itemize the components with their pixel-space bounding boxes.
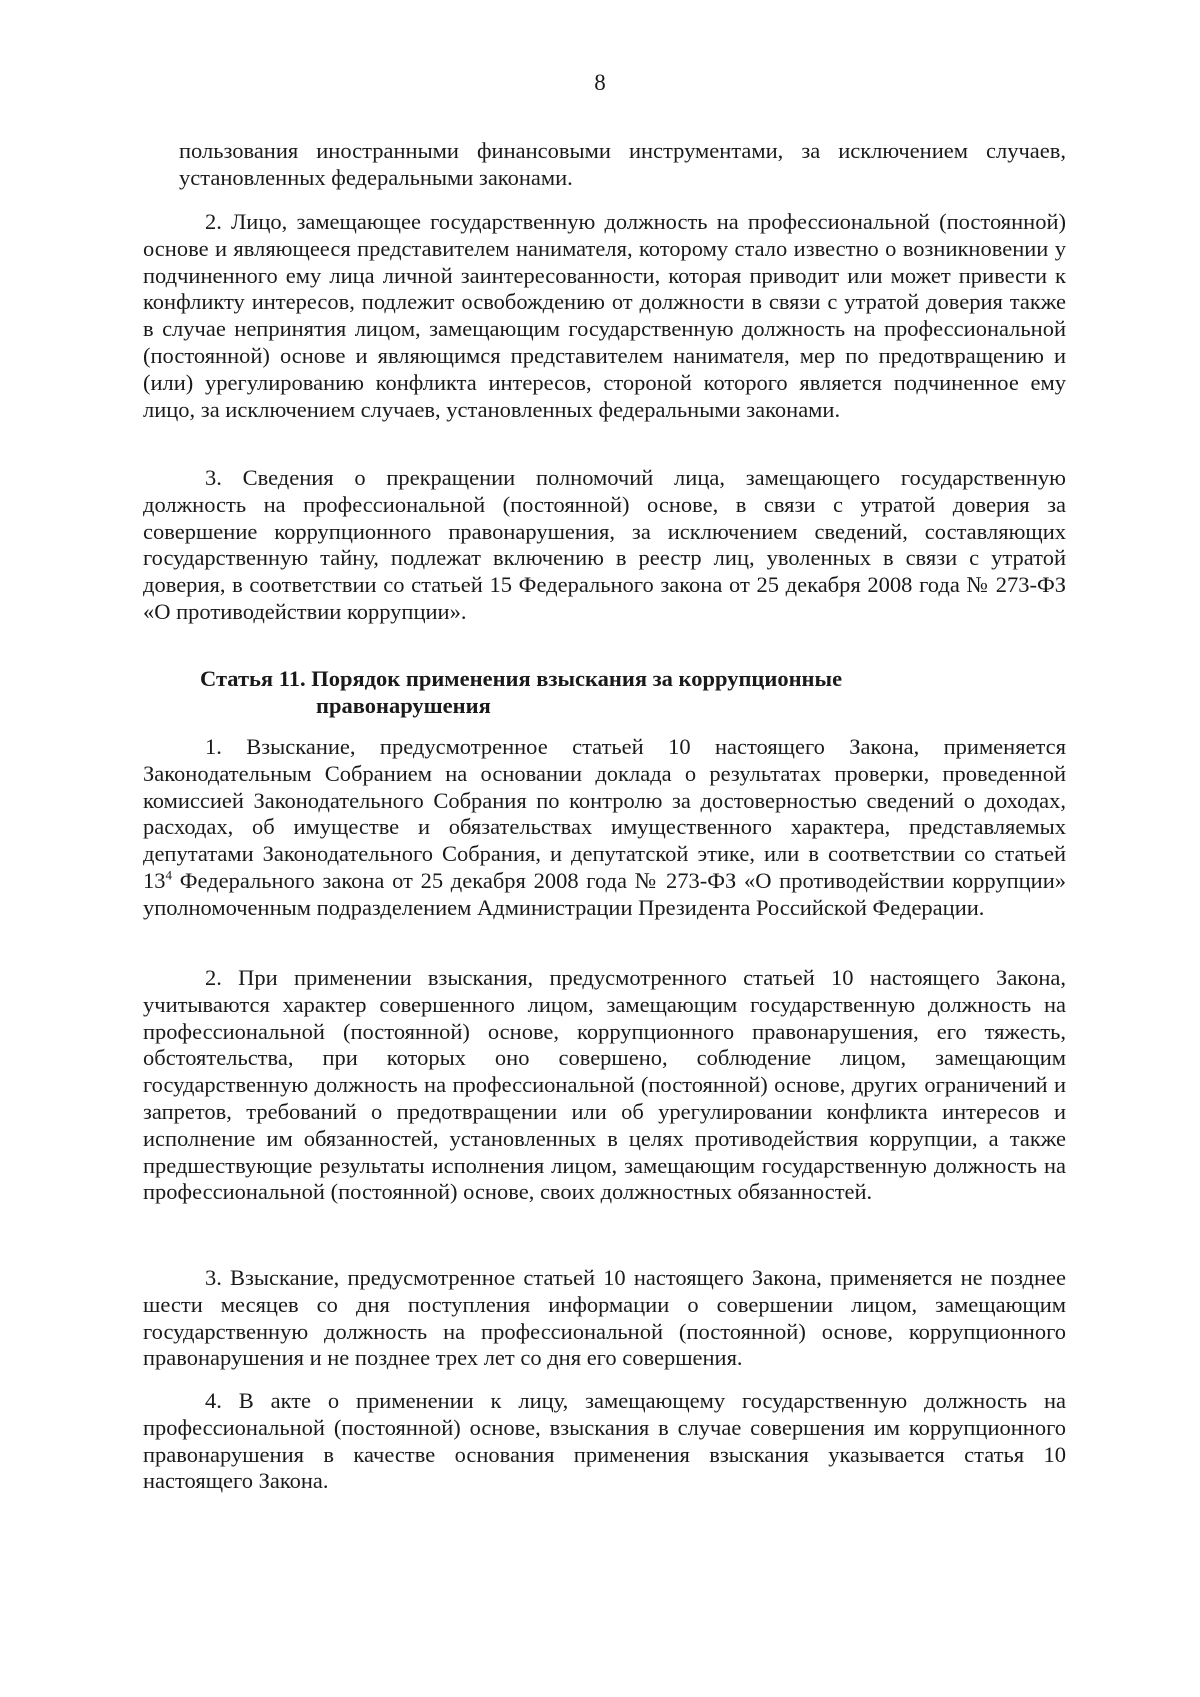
article-11-paragraph-4: 4. В акте о применении к лицу, замещающему государственную должность на профессиональной (постоянной) основе, взыскания в случае совершения им коррупционного правонарушения в качестве основания применения взыскания указывается статья 10 настоящего Закона. [143,1388,1066,1494]
article-11-paragraph-1 [143,734,1066,922]
article-11-heading-line1: Статья 11. Порядок применения взыскания за коррупционные [200,666,843,691]
paragraph-continuation: пользования иностранными финансовыми инструментами, за исключением случаев, установленных федеральными законами. [179,138,1066,190]
article-11-paragraph-1-text-a: 1. Взыскание, предусмотренное статьей 10 настоящего Закона, применяется Законодательным Собранием на основании доклада о результатах проверки, проведенной комиссией Законодательного Собрания по контролю за достоверностью сведений о доходах, расходах, об имуществе и обязательствах имущественного характера, представляемых депутатами Законодательного Собрания, и депутатской этике, или в соответствии со статьей 13 [143,734,1066,893]
article-11-paragraph-1-text-b: Федерального закона от 25 декабря 2008 года № 273-ФЗ «О противодействии коррупции» уполномоченным подразделением Администрации Президента Российской Федерации. [143,867,1066,920]
paragraph-item-3: 3. Сведения о прекращении полномочий лица, замещающего государственную должность на профессиональной (постоянной) основе, в связи с утратой доверия за совершение коррупционного правонарушения, за исключением сведений, составляющих государственную тайну, подлежат включению в реестр лиц, уволенных в связи с утратой доверия, в соответствии со статьей 15 Федерального закона от 25 декабря 2008 года № 273-ФЗ «О противодействии коррупции». [143,465,1066,624]
page-number: 8 [594,70,606,95]
article-11-heading-line2: правонарушения [316,693,491,718]
footnote-superscript: 4 [165,867,172,883]
article-11-paragraph-3: 3. Взыскание, предусмотренное статьей 10 настоящего Закона, применяется не позднее шести месяцев со дня поступления информации о совершении лицом, замещающим государственную должность на профессиональной (постоянной) основе, коррупционного правонарушения и не позднее трех лет со дня его совершения. [143,1265,1066,1371]
article-11-heading [200,665,960,719]
article-11-paragraph-2: 2. При применении взыскания, предусмотренного статьей 10 настоящего Закона, учитываются характер совершенного лицом, замещающим государственную должность на профессиональной (постоянной) основе, коррупционного правонарушения, его тяжесть, обстоятельства, при которых оно совершено, соблюдение лицом, замещающим государственную должность на профессиональной (постоянной) основе, других ограничений и запретов, требований о предотвращении или об урегулировании конфликта интересов и исполнение им обязанностей, установленных в целях противодействия коррупции, а также предшествующие результаты исполнения лицом, замещающим государственную должность на профессиональной (постоянной) основе, своих должностных обязанностей. [143,965,1066,1205]
paragraph-item-2: 2. Лицо, замещающее государственную должность на профессиональной (постоянной) основе и являющееся представителем нанимателя, которому стало известно о возникновении у подчиненного ему лица личной заинтересованности, которая приводит или может привести к конфликту интересов, подлежит освобождению от должности в связи с утратой доверия также в случае непринятия лицом, замещающим государственную должность на профессиональной (постоянной) основе и являющимся представителем нанимателя, мер по предотвращению и (или) урегулированию конфликта интересов, стороной которого является подчиненное ему лицо, за исключением случаев, установленных федеральными законами. [143,209,1066,422]
